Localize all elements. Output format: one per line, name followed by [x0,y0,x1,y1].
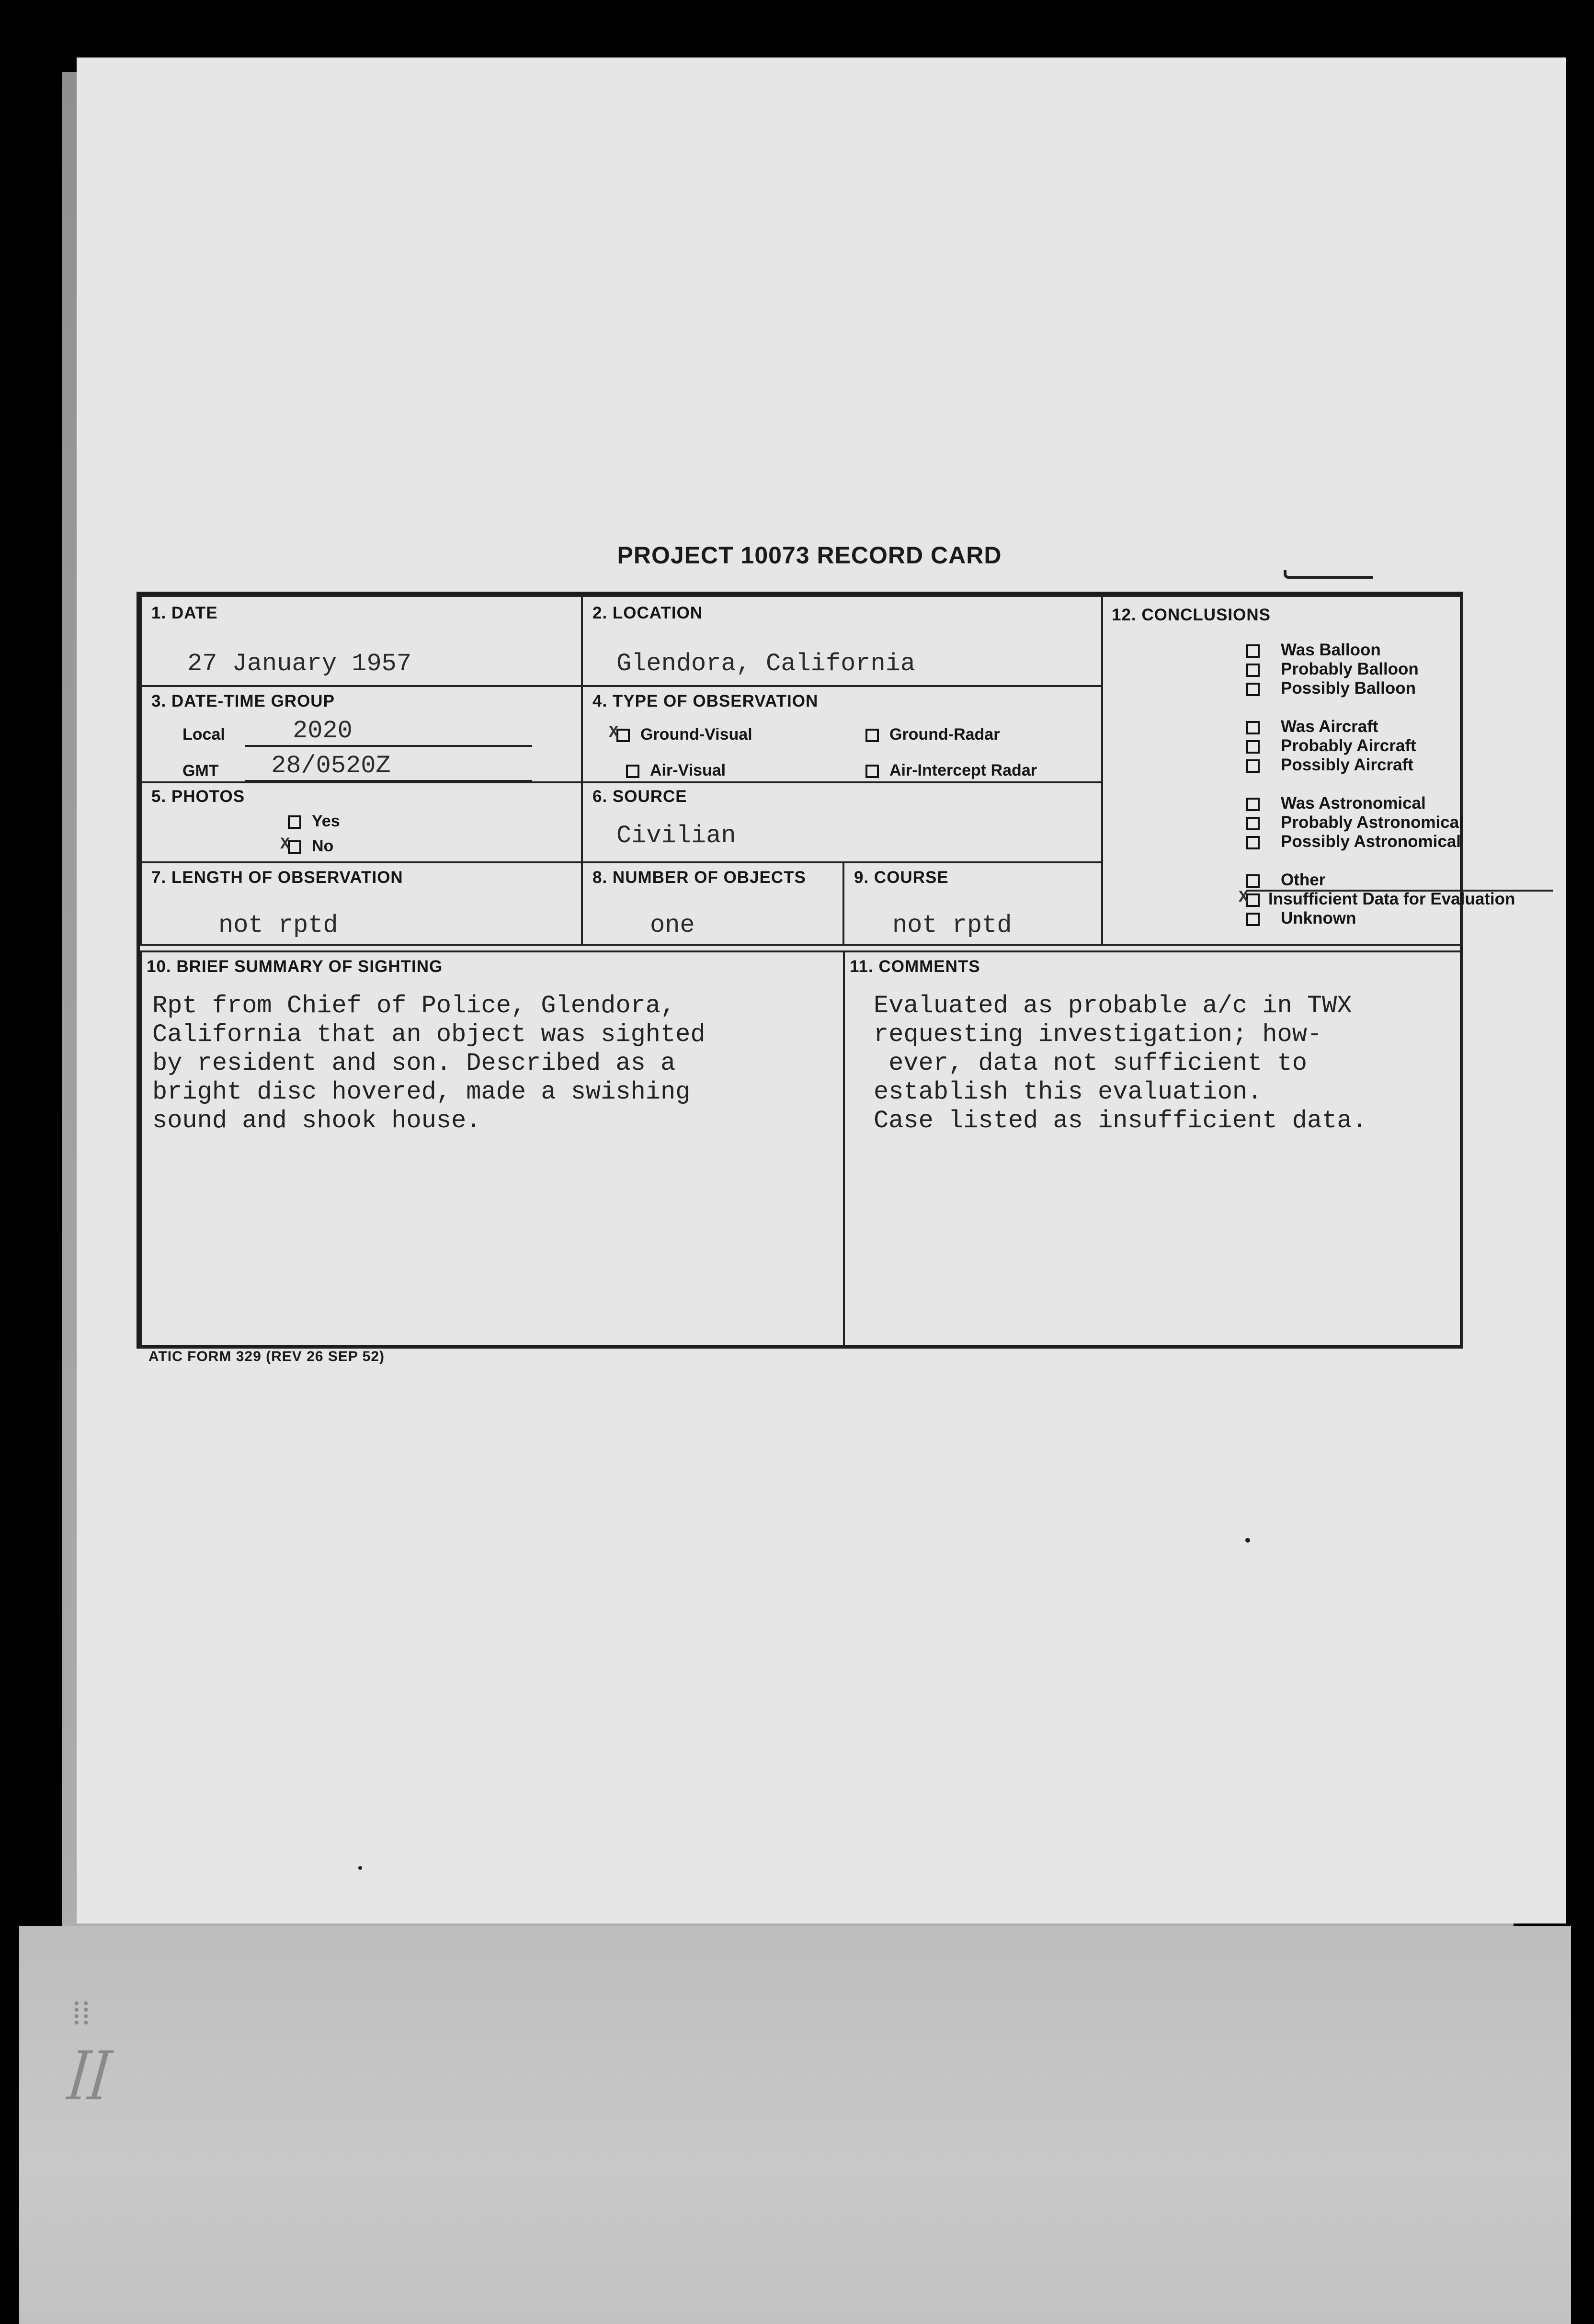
checkbox-icon [865,765,879,778]
local-time-label: Local [182,725,225,744]
conclusion-probably-astronomical: Probably Astronomical [1246,813,1464,832]
location-value: Glendora, California [616,650,916,678]
gmt-value: 28/0520Z [245,752,532,782]
checkbox-icon [1246,759,1260,773]
checkbox-checked-icon [288,840,301,854]
summary-text: Rpt from Chief of Police, Glendora, California that an object was sighted by resident and son. Described as a bright disc hovered, made a swishing sound and shook house. [152,992,706,1135]
source-label: 6. SOURCE [592,787,687,806]
conclusion-probably-balloon: Probably Balloon [1246,660,1419,679]
date-time-group-cell [140,685,583,783]
checkbox-icon [1246,913,1260,926]
checkbox-icon [1246,817,1260,830]
checkbox-icon [1246,874,1260,888]
comments-cell [843,950,1463,1349]
checkbox-icon [1246,664,1260,677]
conclusion-insufficient-data: XInsufficient Data for Evaluation [1246,890,1515,909]
summary-cell [140,950,845,1349]
photos-cell [140,781,583,863]
course-label: 9. COURSE [854,868,949,887]
option-air-visual: Air-Visual [626,761,726,780]
conclusion-possibly-balloon: Possibly Balloon [1246,679,1416,698]
edge-mark: ⁞⁞ [72,1993,91,2032]
local-time-value: 2020 [245,717,532,747]
source-cell [581,781,1103,863]
conclusion-was-astronomical: Was Astronomical [1246,794,1426,813]
checkbox-icon [1246,644,1260,658]
corner-pencil-mark [1284,570,1373,579]
source-value: Civilian [616,822,736,850]
length-of-observation-label: 7. LENGTH OF OBSERVATION [151,868,403,887]
gmt-label: GMT [182,762,219,780]
date-label: 1. DATE [151,604,218,622]
speck [1245,1538,1250,1543]
record-card [137,592,1515,1349]
form-footer: ATIC FORM 329 (REV 26 SEP 52) [148,1349,385,1364]
course-cell [843,861,1103,946]
speck [358,1866,362,1870]
option-photos-no: XNo [288,837,333,856]
conclusion-was-balloon: Was Balloon [1246,641,1381,660]
number-of-objects-value: one [650,911,695,939]
checkbox-icon [1246,740,1260,754]
checkbox-icon [626,765,639,778]
photos-label: 5. PHOTOS [151,787,245,806]
comments-label: 11. COMMENTS [850,957,980,976]
conclusion-possibly-aircraft: Possibly Aircraft [1246,756,1413,775]
type-of-observation-cell [581,685,1103,783]
length-of-observation-cell [140,861,583,946]
location-label: 2. LOCATION [592,604,703,622]
length-of-observation-value: not rptd [218,911,338,939]
checkbox-checked-icon [616,729,630,742]
edge-smudge: ꟾꟾ [58,2050,117,2112]
checkbox-icon [1246,836,1260,849]
option-air-intercept-radar: Air-Intercept Radar [865,761,1037,780]
date-cell [140,595,583,687]
option-ground-visual: XGround-Visual [616,725,752,744]
comments-text: Evaluated as probable a/c in TWX requesting investigation; how- ever, data not sufficient to establish this evaluation. Case listed as insufficient data. [874,992,1367,1135]
checkbox-icon [1246,721,1260,734]
checkbox-icon [865,729,879,742]
checkbox-checked-icon [1246,893,1260,907]
option-photos-yes: Yes [288,812,340,831]
date-time-group-label: 3. DATE-TIME GROUP [151,692,335,710]
checkbox-icon [288,815,301,829]
conclusion-possibly-astronomical: Possibly Astronomical [1246,832,1461,851]
number-of-objects-label: 8. NUMBER OF OBJECTS [592,868,806,887]
checkbox-icon [1246,798,1260,811]
summary-label: 10. BRIEF SUMMARY OF SIGHTING [147,957,443,976]
conclusion-other: Other [1246,870,1553,892]
type-of-observation-label: 4. TYPE OF OBSERVATION [592,692,819,710]
location-cell [581,595,1103,687]
course-value: not rptd [892,911,1012,939]
checkbox-icon [1246,683,1260,696]
card-title: PROJECT 10073 RECORD CARD [617,542,1002,569]
date-value: 27 January 1957 [187,650,412,678]
number-of-objects-cell [581,861,844,946]
conclusion-unknown: Unknown [1246,909,1356,928]
conclusion-probably-aircraft: Probably Aircraft [1246,736,1416,756]
option-ground-radar: Ground-Radar [865,725,1000,744]
conclusions-label: 12. CONCLUSIONS [1112,606,1271,624]
lower-film-strip [19,1926,1571,2324]
conclusion-was-aircraft: Was Aircraft [1246,717,1378,736]
